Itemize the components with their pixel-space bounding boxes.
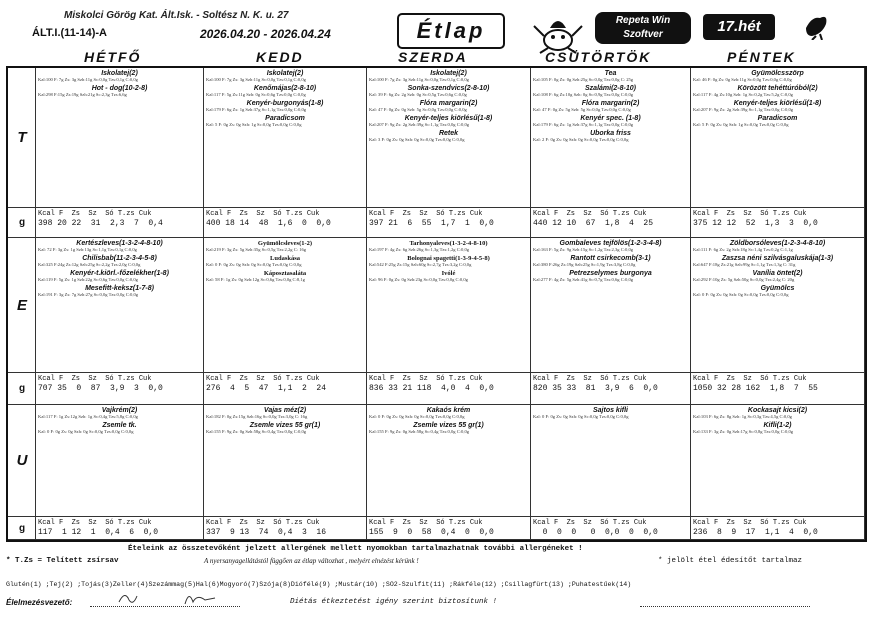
nutrition-values: 276 4 5 47 1,1 2 24 bbox=[206, 384, 327, 393]
dish-nutrition: Kal: 0 F: 0g Zs: 0g Szh: 0g Sc:0,0g Tzs:0,0g C:0,0g bbox=[369, 414, 465, 419]
dish-name: Káposztasaláta bbox=[263, 270, 307, 277]
nutrition-cell bbox=[367, 208, 531, 238]
nutrition-cell bbox=[691, 517, 865, 540]
dish-name: Szalámi(2-8-10) bbox=[585, 85, 636, 92]
dish-nutrition: Kal:207 F: 9g Zs: 2g Szh:39g Sc:1,1g Tzs:0,0g C:0,0g bbox=[693, 107, 794, 112]
nutrition-header: Kcal F Zs Sz Só T.zs Cuk bbox=[38, 519, 152, 527]
dish-nutrition: Kal:197 F: 4g Zs: 6g Szh:26g Sc:1,3g Tzs:1,2g C:0,0g bbox=[369, 247, 470, 252]
dish-name: Gombaleves tejfölös(1-2-3-4-8) bbox=[559, 240, 662, 247]
nutrition-header: Kcal F Zs Sz Só T.zs Cuk bbox=[693, 519, 807, 527]
nutrition-header: Kcal F Zs Sz Só T.zs Cuk bbox=[38, 375, 152, 383]
gram-label: g bbox=[18, 217, 26, 228]
meal-label: T bbox=[17, 129, 27, 146]
dish-name: Rantott csirkecomb(3-1) bbox=[570, 255, 651, 262]
menu-cell bbox=[204, 405, 367, 517]
dish-nutrition: Kal: 5 F: 0g Zs: 0g Szh: 1g Sc:0,0g Tzs:0,0g C:0,0g bbox=[206, 122, 302, 127]
nutrition-cell bbox=[204, 208, 367, 238]
dish-nutrition: Kal:542 F:25g Zs:15g Szh:60g Sc:2,7g Tzs:3,2g C:0,0g bbox=[369, 262, 472, 267]
nutrition-cell bbox=[367, 373, 531, 405]
dish-nutrition: Kal: 0 F: 0g Zs: 0g Szh: 0g Sc:0,0g Tzs:0,0g C:0,0g bbox=[38, 429, 134, 434]
dish-name: Petrezselymes burgonya bbox=[569, 270, 652, 277]
nutrition-values: 836 33 21 118 4,0 4 0,0 bbox=[369, 384, 494, 393]
nutrition-cell bbox=[691, 208, 865, 238]
dish-nutrition: Kal:100 F: 7g Zs: 3g Szh:11g Sc:0,0g Tzs:0,1g C:0,0g bbox=[38, 77, 138, 82]
nutrition-cell bbox=[691, 373, 865, 405]
nutrition-cell bbox=[36, 373, 204, 405]
dish-name: Zaszsa néni szilvásgaluskája(1-3) bbox=[721, 255, 834, 262]
change-note: A nyersanyagellátástól függően az étlap változhat , melyért elnézést kérünk ! bbox=[204, 557, 419, 565]
dish-name: Sonka-szendvics(2-8-10) bbox=[407, 85, 490, 92]
dish-name: Kenőmájas(2-8-10) bbox=[253, 85, 317, 92]
nutrition-header: Kcal F Zs Sz Só T.zs Cuk bbox=[369, 375, 483, 383]
menu-cell bbox=[36, 405, 204, 517]
dish-name: Iskolatej(2) bbox=[266, 70, 304, 77]
dish-nutrition: Kal: 47 F: 0g Zs: 0g Szh: 5g Sc:0,0g Tzs:0,0g C:0,0g bbox=[369, 107, 467, 112]
dish-name: Sajtos kifli bbox=[592, 407, 628, 414]
dish-name: Kenyér-teljes kiörlésű(1-8) bbox=[404, 115, 493, 122]
dish-nutrition: Kal: 96 F: 0g Zs: 0g Szh:23g Sc:0,0g Tzs:0,0g C:0,0g bbox=[369, 277, 468, 282]
nutrition-cell bbox=[367, 517, 531, 540]
dish-name: Flóra margarin(2) bbox=[581, 100, 640, 107]
nutrition-values: 117 1 12 1 0,4 6 0,0 bbox=[38, 528, 159, 537]
nutrition-values: 398 20 22 31 2,3 7 0,4 bbox=[38, 219, 163, 228]
meal-label-cell bbox=[8, 405, 36, 517]
dish-name: Gyümölcs bbox=[760, 285, 795, 292]
week-number: 17.hét bbox=[703, 14, 775, 40]
nutrition-values: 337 9 13 74 0,4 3 16 bbox=[206, 528, 327, 537]
menu-header bbox=[0, 0, 877, 68]
manager-label: Élelmezésvezető: bbox=[6, 598, 73, 607]
menu-cell bbox=[367, 405, 531, 517]
dish-name: Kenyér-t.kiörl.-főzelékher(1-8) bbox=[70, 270, 169, 277]
day-monday: HÉTFŐ bbox=[84, 49, 142, 65]
dish-nutrition: Kal:298 F:15g Zs:19g Szh:21g Sc:2,3g Tzs:6,6g bbox=[38, 92, 127, 97]
nutrition-header: Kcal F Zs Sz Só T.zs Cuk bbox=[693, 375, 807, 383]
menu-cell bbox=[36, 68, 204, 208]
meal-label-cell bbox=[8, 68, 36, 208]
dish-nutrition: Kal:133 F: 3g Zs: 0g Szh:17g Sc:0,8g Tzs:0,0g C:0,0g bbox=[693, 429, 794, 434]
dish-name: Iskolatej(2) bbox=[430, 70, 467, 77]
dish-nutrition: Kal:182 F: 0g Zs:15g Szh:16g Sc:0,0g Tzs:3,0g C: 16g bbox=[206, 414, 308, 419]
dish-name: Zsemle vizes 55 gr(1) bbox=[413, 422, 484, 429]
chef-crab-icon bbox=[528, 12, 588, 54]
menu-cell bbox=[531, 238, 691, 373]
dish-nutrition: Kal:117 F: 5g Zs:11g Szh: 0g Sc:0,6g Tzs:0,0g C:0,0g bbox=[206, 92, 306, 97]
dish-name: Kifli(1-2) bbox=[763, 422, 792, 429]
brand-badge bbox=[595, 12, 691, 44]
dish-name: Kenyér-teljes kiörlésű(1-8) bbox=[733, 100, 822, 107]
day-wednesday: SZERDA bbox=[398, 49, 468, 65]
dish-nutrition: Kal: 0 F: 0g Zs: 0g Szh: 0g Sc:0,0g Tzs:0,0g C:0,0g bbox=[533, 414, 629, 419]
dish-nutrition: Kal:108 F: 6g Zs:10g Szh: 0g Sc:0,9g Tzs:0,0g C:0,0g bbox=[533, 92, 634, 97]
menu-cell bbox=[204, 238, 367, 373]
menu-cell bbox=[531, 405, 691, 517]
gram-cell bbox=[8, 373, 36, 405]
day-tuesday: KEDD bbox=[256, 49, 304, 65]
sweetener-note: * jelölt étel édesítőt tartalmaz bbox=[658, 557, 803, 565]
dish-name: Paradicsom bbox=[265, 115, 305, 122]
dish-nutrition: Kal:100 F: 7g Zs: 3g Szh:11g Sc:0,0g Tzs:0,1g C:0,0g bbox=[369, 77, 469, 82]
nutrition-header: Kcal F Zs Sz Só T.zs Cuk bbox=[369, 210, 483, 218]
dish-name: Gyümölcsleves(1-2) bbox=[257, 240, 313, 247]
dish-name: Kakaós krém bbox=[426, 407, 471, 414]
nutrition-values: 400 18 14 48 1,6 0 0,0 bbox=[206, 219, 331, 228]
nutrition-cell bbox=[36, 208, 204, 238]
nutrition-values: 0 0 0 0 0,0 0 0,0 bbox=[533, 528, 658, 537]
dish-nutrition: Kal:117 F: 1g Zs:12g Szh: 1g Sc:0,4g Tzs:5,8g C:0,0g bbox=[38, 414, 138, 419]
dish-nutrition: Kal:155 F: 9g Zs: 0g Szh:58g Sc:0,4g Tzs:0,0g C:0,0g bbox=[369, 429, 470, 434]
dish-name: Zöldborsóleves(1-2-3-4-8-10) bbox=[729, 240, 826, 247]
dish-name: Zsemle vizes 55 gr(1) bbox=[249, 422, 321, 429]
gram-label: g bbox=[18, 522, 26, 534]
dish-name: Kenyér-burgonyás(1-8) bbox=[246, 100, 324, 107]
dish-nutrition: Kal:155 F: 9g Zs: 0g Szh:58g Sc:0,4g Tzs:0,0g C:0,0g bbox=[206, 429, 307, 434]
meal-label: U bbox=[16, 452, 28, 469]
dish-nutrition: Kal:163 F: 5g Zs: 9g Szh:15g Sc:1,2g Tzs:2,3g C:0,0g bbox=[533, 247, 634, 252]
dish-nutrition: Kal: 46 F: 0g Zs: 0g Szh:11g Sc:0,0g Tzs:0,0g C:0,0g bbox=[693, 77, 792, 82]
dish-name: Iskolatej(2) bbox=[101, 70, 138, 77]
dish-nutrition: Kal:647 F:18g Zs:21g Szh:99g Sc:1,1g Tzs:1,3g C: 31g bbox=[693, 262, 796, 267]
dish-nutrition: Kal:105 F: 0g Zs: 0g Szh:25g Sc:0,0g Tzs:0,0g C: 25g bbox=[533, 77, 634, 82]
menu-cell bbox=[531, 68, 691, 208]
class-code: ÁLT.I.(11-14)-A bbox=[32, 27, 107, 39]
nutrition-values: 707 35 0 87 3,9 3 0,0 bbox=[38, 384, 163, 393]
menu-cell bbox=[204, 68, 367, 208]
brand-name: Repeta Win bbox=[615, 15, 671, 26]
nutrition-cell bbox=[531, 517, 691, 540]
nutrition-cell bbox=[531, 208, 691, 238]
menu-cell bbox=[691, 405, 865, 517]
allergen-note: Ételeink az összetevőként jelzett allergének mellett nyomokban tartalmazhatnak további allergéneket ! bbox=[128, 545, 583, 553]
menu-title: Étlap bbox=[397, 13, 505, 49]
dish-nutrition: Kal:207 F: 9g Zs: 2g Szh:39g Sc:1,1g Tzs:0,0g C:0,0g bbox=[369, 122, 470, 127]
menu-cell bbox=[691, 238, 865, 373]
day-thursday: CSÜTÖRTÖK bbox=[545, 49, 652, 65]
dish-name: Flóra margarin(2) bbox=[419, 100, 478, 107]
dish-name: Vajkrém(2) bbox=[101, 407, 138, 414]
dish-nutrition: Kal:191 F: 3g Zs: 7g Szh:27g Sc:0,0g Tzs:0,0g C:0,0g bbox=[38, 292, 139, 297]
dish-name: Chilisbab(11-2-3-4-5-8) bbox=[82, 255, 157, 262]
tzs-note: * T.Zs = Telített zsírsav bbox=[6, 557, 119, 565]
dish-name: Tarhonyaleves(1-3-2-4-8-10) bbox=[409, 240, 488, 247]
dish-nutrition: Kal:292 F:10g Zs: 5g Szh:50g Sc:0,0g Tzs:2,4g C: 20g bbox=[693, 277, 795, 282]
dish-name: Kockasajt kicsi(2) bbox=[747, 407, 808, 414]
meal-label-cell bbox=[8, 238, 36, 373]
nutrition-header: Kcal F Zs Sz Só T.zs Cuk bbox=[38, 210, 152, 218]
dish-nutrition: Kal:277 F: 4g Zs: 5g Szh:41g Sc:0,7g Tzs:0,6g C:0,0g bbox=[533, 277, 634, 282]
nutrition-header: Kcal F Zs Sz Só T.zs Cuk bbox=[206, 375, 320, 383]
dish-nutrition: Kal: 58 F: 1g Zs: 0g Szh:12g Sc:0,6g Tzs:0,0g C:8,1g bbox=[206, 277, 305, 282]
day-friday: PÉNTEK bbox=[727, 49, 796, 65]
dish-name: Bolognai spagetti(1-3-9-4-5-8) bbox=[407, 255, 490, 262]
dish-name: Kertészleves(1-3-2-4-8-10) bbox=[76, 240, 163, 247]
dish-name: Vanília öntet(2) bbox=[752, 270, 803, 277]
dish-nutrition: Kal: 0 F: 0g Zs: 0g Szh: 0g Sc:0,0g Tzs:0,0g C:0,0g bbox=[206, 262, 302, 267]
nutrition-header: Kcal F Zs Sz Só T.zs Cuk bbox=[533, 375, 647, 383]
diet-note: Diétás étkeztetést igény szerint biztosítunk ! bbox=[290, 598, 498, 606]
nutrition-header: Kcal F Zs Sz Só T.zs Cuk bbox=[369, 519, 483, 527]
menu-grid bbox=[6, 66, 867, 542]
menu-cell bbox=[36, 238, 204, 373]
nutrition-header: Kcal F Zs Sz Só T.zs Cuk bbox=[206, 519, 320, 527]
gram-label: g bbox=[18, 383, 26, 394]
dish-nutrition: Kal:325 F:24g Zs:12g Szh:25g Sc:2,2g Tzs:2,0g C:0,0g bbox=[38, 262, 141, 267]
nutrition-values: 155 9 0 58 0,4 0 0,0 bbox=[369, 528, 494, 537]
dish-name: Gyümölcsszörp bbox=[751, 70, 804, 77]
dish-nutrition: Kal:179 F: 6g Zs: 1g Szh:37g Sc:1,1g Tzs:0,0g C:0,0g bbox=[533, 122, 634, 127]
dish-name: Paradicsom bbox=[757, 115, 798, 122]
nutrition-cell bbox=[204, 373, 367, 405]
dish-nutrition: Kal:117 F: 4g Zs:10g Szh: 1g Sc:0,2g Tzs:5,2g C:0,0g bbox=[693, 92, 793, 97]
dish-nutrition: Kal: 39 F: 6g Zs: 2g Szh: 0g Sc:0,5g Tzs:0,6g C:0,0g bbox=[369, 92, 467, 97]
nutrition-values: 820 35 33 81 3,9 6 0,0 bbox=[533, 384, 658, 393]
nutrition-header: Kcal F Zs Sz Só T.zs Cuk bbox=[533, 210, 647, 218]
dish-name: Ludaskása bbox=[270, 255, 300, 262]
sign-line-right bbox=[640, 606, 810, 607]
dish-name: Tea bbox=[604, 70, 617, 77]
nutrition-cell bbox=[204, 517, 367, 540]
dish-nutrition: Kal:380 F:26g Zs:19g Szh:25g Sc:1,9g Tzs:3,8g C:0,0g bbox=[533, 262, 636, 267]
dish-name: Ivólé bbox=[441, 270, 456, 277]
dish-nutrition: Kal: 2 F: 0g Zs: 0g Szh: 0g Sc:0,0g Tzs:0,0g C:0,0g bbox=[533, 137, 629, 142]
dish-nutrition: Kal:103 F: 6g Zs: 8g Szh: 1g Sc:0,3g Tzs:4,5g C:0,0g bbox=[693, 414, 792, 419]
nutrition-header: Kcal F Zs Sz Só T.zs Cuk bbox=[206, 210, 320, 218]
nutrition-header: Kcal F Zs Sz Só T.zs Cuk bbox=[533, 519, 647, 527]
nutrition-values: 1050 32 28 162 1,8 7 55 bbox=[693, 384, 818, 393]
allergen-list: Glutén(1) ;Tej(2) ;Tojás(3)Zeller(4)Szezámmag(5)Hal(6)Mogyoró(7)Szója(8)Diófélé(9) ;Mustár(10) ;SO2-Szulfit(11) ;Rákféle(12) ;Csillagfürt(13) ;Puhatestűek(14) bbox=[6, 581, 632, 588]
dish-nutrition: Kal: 47 F: 0g Zs: 5g Szh: 5g Sc:0,0g Tzs:0,0g C:0,0g bbox=[533, 107, 631, 112]
nutrition-values: 236 8 9 17 1,1 4 0,0 bbox=[693, 528, 818, 537]
dish-nutrition: Kal: 5 F: 0g Zs: 0g Szh: 1g Sc:0,0g Tzs:0,0g C:0,0g bbox=[693, 122, 789, 127]
nutrition-cell bbox=[36, 517, 204, 540]
dish-nutrition: Kal: 0 F: 0g Zs: 0g Szh: 0g Sc:0,0g Tzs:0,0g C:0,0g bbox=[693, 292, 789, 297]
dish-name: Retek bbox=[438, 130, 459, 137]
nutrition-values: 375 12 12 52 1,3 3 0,0 bbox=[693, 219, 818, 228]
dish-nutrition: Kal:219 F: 3g Zs: 5g Szh:35g Sc:0,5g Tzs:2,2g C: 16g bbox=[206, 247, 307, 252]
dish-name: Zsemle tk. bbox=[102, 422, 137, 429]
dish-name: Kenyér spec. (1-8) bbox=[580, 115, 641, 122]
menu-cell bbox=[367, 238, 531, 373]
school-name: Miskolci Görög Kat. Ált.Isk. - Soltész N. K. u. 27 bbox=[64, 10, 289, 21]
dish-nutrition: Kal:119 F: 5g Zs: 1g Szh:22g Sc:0,6g Tzs:0,0g C:0,0g bbox=[38, 277, 138, 282]
brand-sub: Szoftver bbox=[623, 29, 663, 40]
dish-name: Vajas méz(2) bbox=[263, 407, 307, 414]
meal-label: E bbox=[16, 296, 27, 314]
dish-nutrition: Kal: 3 F: 0g Zs: 0g Szh: 0g Sc:0,0g Tzs:0,0g C:0,0g bbox=[369, 137, 465, 142]
signature bbox=[115, 588, 225, 608]
dish-nutrition: Kal: 72 F: 3g Zs: 1g Szh:13g Sc:1,1g Tzs:0,1g C:0,0g bbox=[38, 247, 137, 252]
menu-cell bbox=[691, 68, 865, 208]
dish-name: Uborka friss bbox=[590, 130, 631, 137]
date-range: 2026.04.20 - 2026.04.24 bbox=[200, 27, 331, 41]
bird-icon bbox=[802, 10, 830, 40]
dish-nutrition: Kal:100 F: 7g Zs: 3g Szh:11g Sc:0,0g Tzs:0,1g C:0,0g bbox=[206, 77, 306, 82]
gram-cell bbox=[8, 208, 36, 238]
dish-nutrition: Kal:111 F: 6g Zs: 2g Szh:18g Sc:1,4g Tzs:0,2g C:1,1g bbox=[693, 247, 793, 252]
nutrition-values: 440 12 10 67 1,8 4 25 bbox=[533, 219, 654, 228]
nutrition-cell bbox=[531, 373, 691, 405]
dish-name: Mesefitt-keksz(1-7-8) bbox=[85, 285, 154, 292]
menu-cell bbox=[367, 68, 531, 208]
nutrition-values: 397 21 6 55 1,7 1 0,0 bbox=[369, 219, 494, 228]
dish-nutrition: Kal:179 F: 6g Zs: 1g Szh:37g Sc:1,1g Tzs:0,0g C:0,0g bbox=[206, 107, 307, 112]
nutrition-header: Kcal F Zs Sz Só T.zs Cuk bbox=[693, 210, 807, 218]
gram-cell bbox=[8, 517, 36, 540]
dish-name: Hot - dog(10-2-8) bbox=[91, 85, 148, 92]
dish-name: Körözött tehéttúróból(2) bbox=[737, 85, 818, 92]
